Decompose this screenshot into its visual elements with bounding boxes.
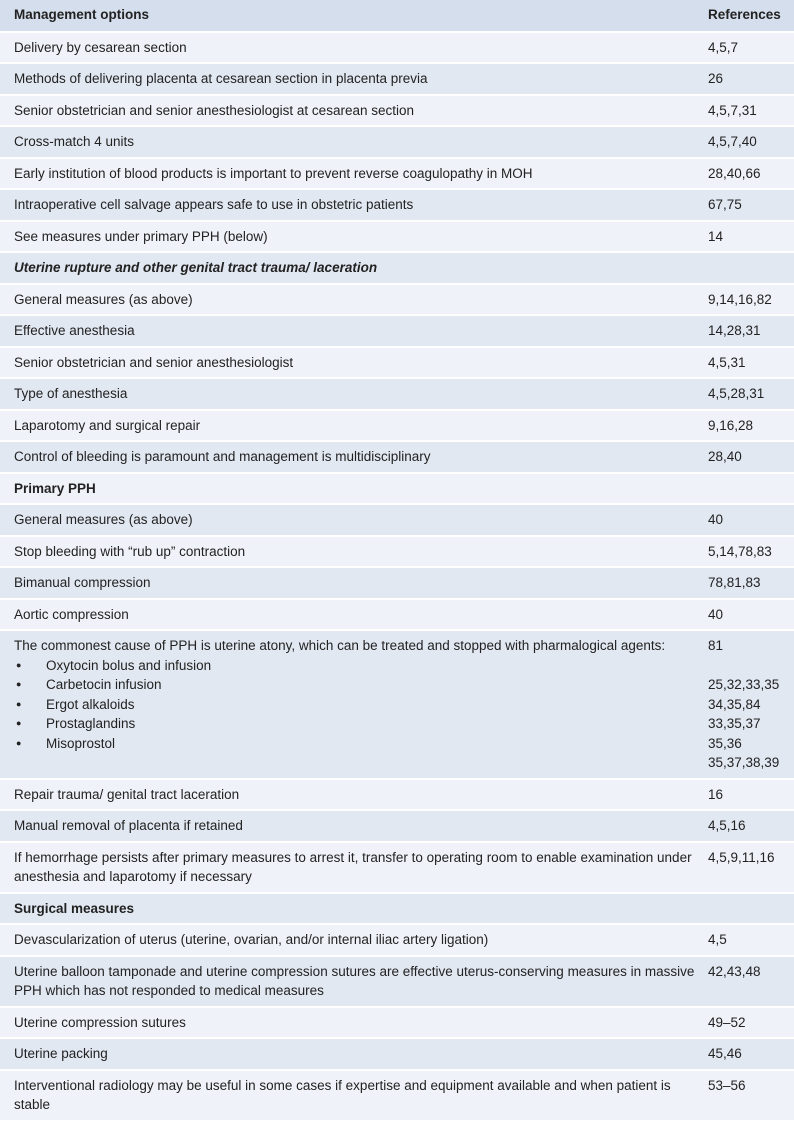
references-text: 26 [708, 71, 724, 86]
option-cell [0, 159, 708, 189]
option-text: Effective anesthesia [14, 323, 135, 338]
option-cell [0, 1008, 708, 1038]
option-cell [0, 348, 708, 378]
references-cell [708, 780, 794, 810]
table-row [0, 316, 794, 346]
bullet-references: 34,35,84 [708, 696, 761, 712]
table-header-row [0, 0, 794, 31]
option-cell [0, 1039, 708, 1069]
references-cell [708, 894, 794, 924]
table-row [0, 96, 794, 126]
references-text: 16 [708, 786, 724, 802]
option-cell [0, 316, 708, 346]
option-text: Uterine rupture and other genital tract trauma/ laceration [14, 260, 378, 275]
option-text: If hemorrhage persists after primary measures to arrest it, transfer to operating room to enable examination under anesthesia and laparotomy if necessary [14, 849, 692, 884]
option-cell [0, 568, 708, 598]
option-text: Uterine compression sutures [14, 1014, 186, 1030]
option-text: Methods of delivering placenta at cesarean section in placenta previa [14, 71, 428, 86]
references-text: 81 [708, 638, 724, 653]
references-cell [708, 64, 794, 94]
option-text: Repair trauma/ genital tract laceration [14, 786, 240, 802]
references-text: 4,5,16 [708, 818, 746, 833]
bullet-text: Prostaglandins [46, 716, 136, 731]
references-cell [708, 348, 794, 378]
references-text: 4,5,9,11,16 [708, 849, 775, 865]
bullet-references: 35,37,38,39 [708, 755, 780, 770]
bullet-text: Carbetocin infusion [46, 677, 162, 692]
bullet-text: Oxytocin bolus and infusion [46, 657, 212, 673]
bullet-icon: ● [16, 718, 22, 728]
table-row [0, 33, 794, 63]
table-row [0, 411, 794, 441]
references-cell [708, 159, 794, 189]
references-text: 4,5,7,31 [708, 102, 757, 118]
bullet-icon: ● [16, 659, 22, 670]
references-cell [708, 96, 794, 126]
option-text: Interventional radiology may be useful in some cases if expertise and equipment available and when patient is stable [14, 1077, 671, 1112]
table-row [0, 780, 794, 810]
references-cell [708, 411, 794, 441]
option-text: Control of bleeding is paramount and management is multidisciplinary [14, 449, 431, 464]
option-text: Bimanual compression [14, 575, 151, 590]
table-row [0, 1039, 794, 1069]
option-text: Aortic compression [14, 606, 129, 622]
references-text: 49–52 [708, 1014, 746, 1030]
option-text: Senior obstetrician and senior anesthesiologist at cesarean section [14, 102, 414, 118]
option-cell [0, 379, 708, 409]
bullet-item [14, 734, 708, 754]
references-cell [708, 1008, 794, 1038]
table-row [0, 64, 794, 94]
table-row [0, 1071, 794, 1120]
references-cell [708, 957, 794, 1006]
references-text: 4,5,28,31 [708, 386, 765, 401]
bullet-references: 35,36 [708, 735, 742, 751]
table-row [0, 925, 794, 955]
table-row [0, 379, 794, 409]
references-cell [708, 316, 794, 346]
bullet-icon: ● [16, 679, 22, 689]
references-cell [708, 568, 794, 598]
option-cell [0, 1071, 708, 1120]
option-cell [0, 811, 708, 841]
bullet-icon: ● [16, 698, 22, 709]
section-heading-row [0, 474, 794, 504]
option-text: Stop bleeding with “rub up” contraction [14, 543, 246, 559]
option-cell [0, 253, 708, 283]
references-cell [708, 442, 794, 472]
option-text: General measures (as above) [14, 291, 193, 307]
table-row [0, 631, 794, 778]
option-cell [0, 222, 708, 252]
table-row [0, 957, 794, 1006]
table-row [0, 190, 794, 220]
option-cell [0, 843, 708, 892]
option-cell [0, 285, 708, 315]
table-row [0, 505, 794, 535]
option-text: Manual removal of placenta if retained [14, 818, 243, 833]
option-text: Type of anesthesia [14, 386, 128, 401]
option-cell [0, 190, 708, 220]
option-text: See measures under primary PPH (below) [14, 228, 268, 244]
option-text: Cross-match 4 units [14, 134, 135, 149]
bullet-references: 25,32,33,35 [708, 677, 780, 692]
references-text: 78,81,83 [708, 575, 761, 590]
option-cell [0, 64, 708, 94]
bullet-references: 33,35,37 [708, 716, 761, 731]
option-text: Surgical measures [14, 900, 135, 916]
option-text: Primary PPH [14, 480, 96, 496]
option-cell [0, 505, 708, 535]
references-text: 53–56 [708, 1077, 746, 1093]
header-references: References [708, 0, 794, 31]
references-text: 28,40 [708, 449, 742, 464]
table-row [0, 348, 794, 378]
references-cell [708, 925, 794, 955]
bullet-item [14, 656, 708, 676]
option-cell [0, 442, 708, 472]
option-text: Intraoperative cell salvage appears safe to use in obstetric patients [14, 197, 414, 212]
option-cell [0, 780, 708, 810]
table-row [0, 811, 794, 841]
table-row [0, 537, 794, 567]
table-row [0, 442, 794, 472]
option-cell [0, 33, 708, 63]
option-cell [0, 631, 708, 778]
option-text: Delivery by cesarean section [14, 39, 187, 55]
option-text: Devascularization of uterus (uterine, ovarian, and/or internal iliac artery ligation) [14, 932, 489, 947]
references-text: 45,46 [708, 1046, 742, 1061]
references-text: 40 [708, 512, 724, 527]
references-cell [708, 1039, 794, 1069]
option-cell [0, 894, 708, 924]
references-text: 4,5,7,40 [708, 134, 757, 149]
table-row [0, 1008, 794, 1038]
option-cell [0, 474, 708, 504]
references-cell [708, 600, 794, 630]
table-row [0, 127, 794, 157]
option-cell [0, 127, 708, 157]
references-text: 9,14,16,82 [708, 291, 772, 307]
table-row [0, 222, 794, 252]
references-cell [708, 1071, 794, 1120]
table-row [0, 285, 794, 315]
references-cell [708, 505, 794, 535]
bullet-item [14, 714, 708, 734]
references-cell [708, 222, 794, 252]
option-text: General measures (as above) [14, 512, 193, 527]
option-cell [0, 925, 708, 955]
bullet-text: Ergot alkaloids [46, 696, 135, 712]
option-cell [0, 537, 708, 567]
references-cell [708, 811, 794, 841]
section-heading-row [0, 253, 794, 283]
table-row [0, 600, 794, 630]
references-cell [708, 843, 794, 892]
references-text: 14,28,31 [708, 323, 761, 338]
option-cell [0, 411, 708, 441]
option-text: Early institution of blood products is important to prevent reverse coagulopathy in MOH [14, 165, 533, 181]
references-cell [708, 537, 794, 567]
option-text: Uterine packing [14, 1046, 108, 1061]
references-text: 40 [708, 606, 724, 622]
references-text: 28,40,66 [708, 165, 761, 181]
section-heading-row [0, 894, 794, 924]
references-cell [708, 33, 794, 63]
references-text: 67,75 [708, 197, 742, 212]
bullet-item [14, 695, 708, 715]
bullet-text: Misoprostol [46, 735, 116, 751]
option-text: Laparotomy and surgical repair [14, 417, 201, 433]
table-row [0, 159, 794, 189]
references-text: 4,5,7 [708, 39, 739, 55]
references-text: 4,5 [708, 932, 727, 947]
option-text: Uterine balloon tamponade and uterine compression sutures are effective uterus-conserving measures in massive PPH which has not responded to medical measures [14, 963, 695, 998]
references-text: 5,14,78,83 [708, 543, 772, 559]
references-cell [708, 253, 794, 283]
references-cell [708, 127, 794, 157]
bullet-item [14, 675, 708, 695]
header-management-options: Management options [0, 0, 708, 31]
option-cell [0, 96, 708, 126]
table-row [0, 568, 794, 598]
bullet-icon: ● [16, 737, 22, 748]
references-text: 42,43,48 [708, 963, 761, 979]
references-text: 14 [708, 228, 724, 244]
option-text: Senior obstetrician and senior anesthesiologist [14, 354, 294, 370]
references-text: 4,5,31 [708, 354, 746, 370]
option-text: The commonest cause of PPH is uterine atony, which can be treated and stopped with pharmalogical agents: [14, 638, 666, 653]
references-text: 9,16,28 [708, 417, 754, 433]
table-row [0, 843, 794, 892]
references-cell [708, 190, 794, 220]
references-cell [708, 285, 794, 315]
references-cell [708, 379, 794, 409]
option-cell [0, 600, 708, 630]
references-cell [708, 474, 794, 504]
references-cell [708, 631, 794, 778]
option-cell [0, 957, 708, 1006]
